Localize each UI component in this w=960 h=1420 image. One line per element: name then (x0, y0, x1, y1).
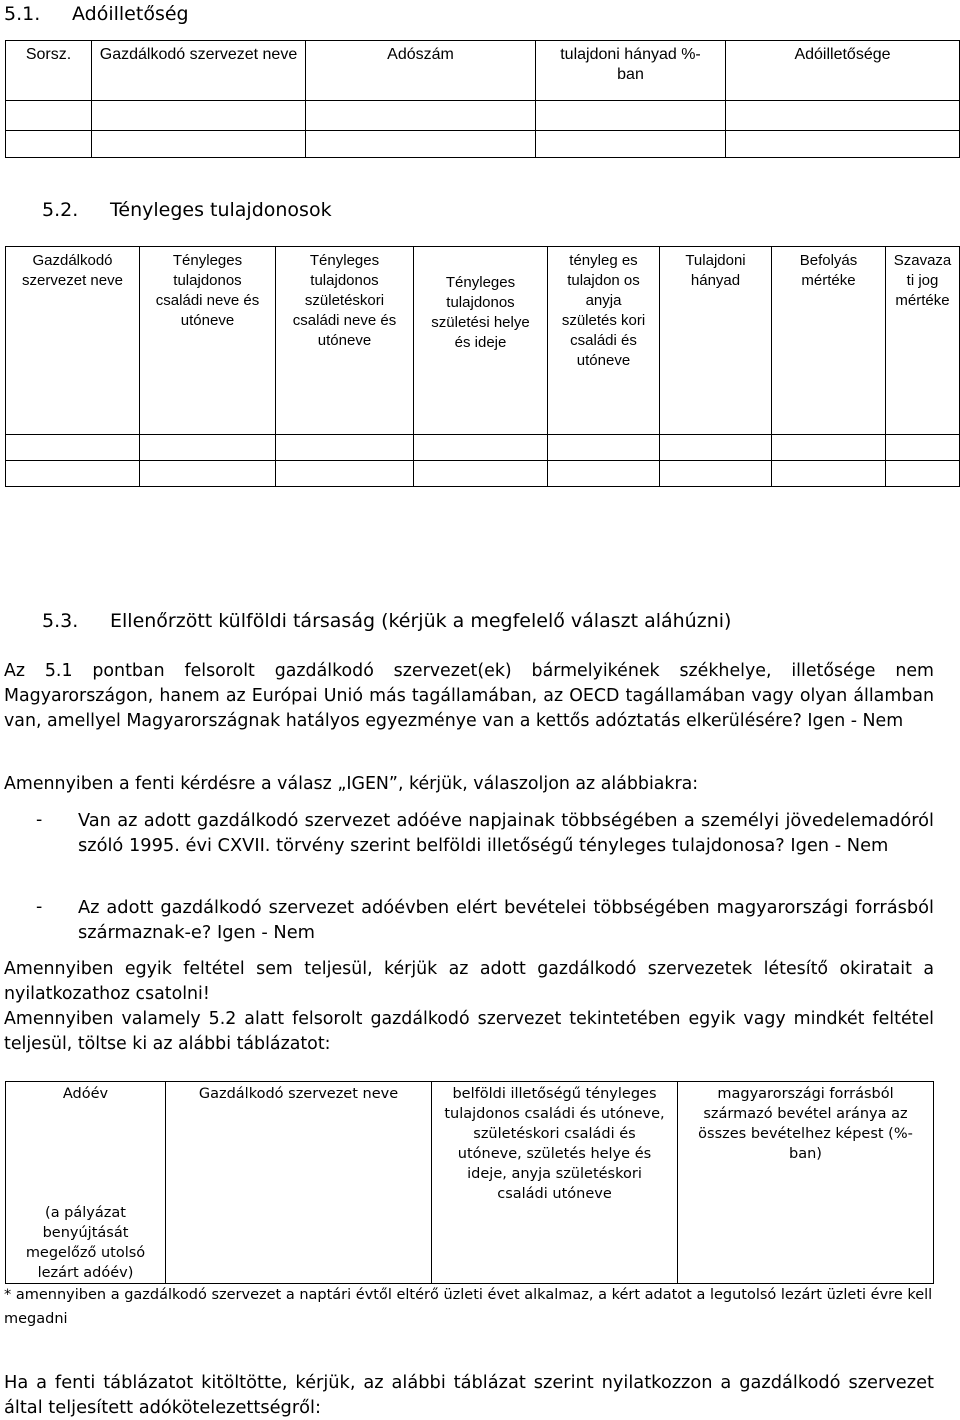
list-bullet: - (36, 810, 43, 830)
cell[interactable] (548, 435, 660, 461)
section-title: Tényleges tulajdonosok (110, 199, 332, 221)
cell[interactable] (92, 101, 306, 131)
section-5-2-heading (42, 198, 332, 222)
header-influence: Befolyás mértéke (772, 247, 886, 435)
header-tax-number: Adószám (306, 41, 536, 101)
cell[interactable] (772, 461, 886, 487)
cell[interactable] (6, 435, 140, 461)
header-tax-year: Adóév (62, 1086, 109, 1102)
item-text: Az adott gazdálkodó szervezet adóévben elért bevételei többségében magyarországi forrásból származnak-e? (78, 897, 934, 943)
answer-options[interactable]: Igen - Nem (790, 835, 889, 856)
list-item (78, 808, 934, 858)
cfc-question (4, 659, 934, 734)
if-yes-instruction: Amennyiben a fenti kérdésre a válasz „IGEN”, kérjük, válaszoljon az alábbiakra: (4, 774, 699, 794)
cell[interactable] (660, 461, 772, 487)
question-text: Az 5.1 pontban felsorolt gazdálkodó szervezet(ek) bármelyikének székhelye, illetősége nem Magyarországon, hanem az Európai Unió más tagállamában, az OECD tagállamában vagy olyan államban van, amellyel Magyarországnak hatályos egyezménye van a kettős adóztatás elkerülésére? (4, 661, 934, 731)
header-owner-birth-place-date: Tényleges tulajdonos születési helye és ideje (414, 247, 548, 435)
cell[interactable] (536, 101, 726, 131)
cell[interactable] (886, 461, 960, 487)
header-ownership-share: tulajdoni hányad %-ban (536, 41, 726, 101)
section-title: Adóilletőség (72, 3, 189, 25)
section-number: 5.3. (42, 610, 79, 632)
cell[interactable] (92, 131, 306, 158)
foreign-income-table (5, 1081, 934, 1284)
cell[interactable] (6, 461, 140, 487)
cell[interactable] (276, 435, 414, 461)
list-item (78, 895, 934, 945)
cell[interactable] (660, 435, 772, 461)
cell[interactable] (276, 461, 414, 487)
header-owner-mother-name: tényleg es tulajdon os anyja születés kori családi és utóneve (548, 247, 660, 435)
header-owner-birth-name: Tényleges tulajdonos születéskori családi neve és utóneve (276, 247, 414, 435)
cell[interactable] (726, 131, 960, 158)
answer-options[interactable]: Igen - Nem (216, 922, 315, 943)
section-number: 5.1. (4, 3, 41, 25)
header-org-name: Gazdálkodó szervezet neve (6, 247, 140, 435)
beneficial-owners-table (5, 246, 960, 487)
cell[interactable] (414, 461, 548, 487)
item-text: Van az adott gazdálkodó szervezet adóéve napjainak többségében a személyi jövedelemadóról szóló 1995. évi CXVII. törvény szerint belföldi illetőségű tényleges tulajdonosa? (78, 810, 934, 856)
any-met-instruction: Amennyiben valamely 5.2 alatt felsorolt gazdálkodó szervezet tekintetében egyik vagy mindkét feltétel teljesül, töltse ki az alábbi táblázatot: (4, 1009, 934, 1054)
section-5-3-heading (42, 609, 731, 633)
header-ownership-share: Tulajdoni hányad (660, 247, 772, 435)
cell-tax-year (6, 1082, 166, 1284)
cell[interactable] (306, 131, 536, 158)
cell[interactable] (886, 435, 960, 461)
cell[interactable] (140, 461, 276, 487)
header-org-name: Gazdálkodó szervezet neve (166, 1082, 432, 1284)
closing-instruction: Ha a fenti táblázatot kitöltötte, kérjük, az alábbi táblázat szerint nyilatkozzon a gazdálkodó szervezet által teljesített adókötelezettségről: (4, 1372, 934, 1418)
footnote: * amennyiben a gazdálkodó szervezet a naptári évtől eltérő üzleti évet alkalmaz, a kért adatot a legutolsó lezárt üzleti évre kell megadni (4, 1287, 933, 1327)
header-residency: Adóilletősége (726, 41, 960, 101)
table-row[interactable] (6, 131, 960, 158)
list-bullet: - (36, 897, 43, 917)
cell[interactable] (772, 435, 886, 461)
section-title: Ellenőrzött külföldi társaság (kérjük a megfelelő választ aláhúzni) (110, 610, 732, 632)
header-domestic-income-share: magyarországi forrásból származó bevétel aránya az összes bevételhez képest (%-ban) (678, 1082, 934, 1284)
cell[interactable] (306, 101, 536, 131)
header-resident-owner: belföldi illetőségű tényleges tulajdonos családi és utóneve, születéskori családi és utóneve, születés helye és ideje, anyja születéskori családi utóneve (432, 1082, 678, 1284)
residency-table (5, 40, 960, 158)
section-5-1-heading (4, 2, 189, 26)
header-org-name: Gazdálkodó szervezet neve (92, 41, 306, 101)
cell[interactable] (140, 435, 276, 461)
header-serial: Sorsz. (6, 41, 92, 101)
section-number: 5.2. (42, 199, 79, 221)
table-row[interactable] (6, 461, 960, 487)
answer-options[interactable]: Igen - Nem (807, 711, 904, 731)
cell[interactable] (6, 101, 92, 131)
cell[interactable] (414, 435, 548, 461)
cell[interactable] (548, 461, 660, 487)
header-owner-name: Tényleges tulajdonos családi neve és utóneve (140, 247, 276, 435)
table-row[interactable] (6, 435, 960, 461)
cell[interactable] (726, 101, 960, 131)
header-voting-rights: Szavaza ti jog mértéke (886, 247, 960, 435)
none-met-instruction: Amennyiben egyik feltétel sem teljesül, kérjük az adott gazdálkodó szervezetek létesítő okiratait a nyilatkozathoz csatolni! (4, 959, 934, 1004)
table-row[interactable] (6, 101, 960, 131)
cell[interactable] (536, 131, 726, 158)
cell[interactable] (6, 131, 92, 158)
tax-year-note: (a pályázat benyújtását megelőző utolsó lezárt adóév) (25, 1205, 146, 1281)
